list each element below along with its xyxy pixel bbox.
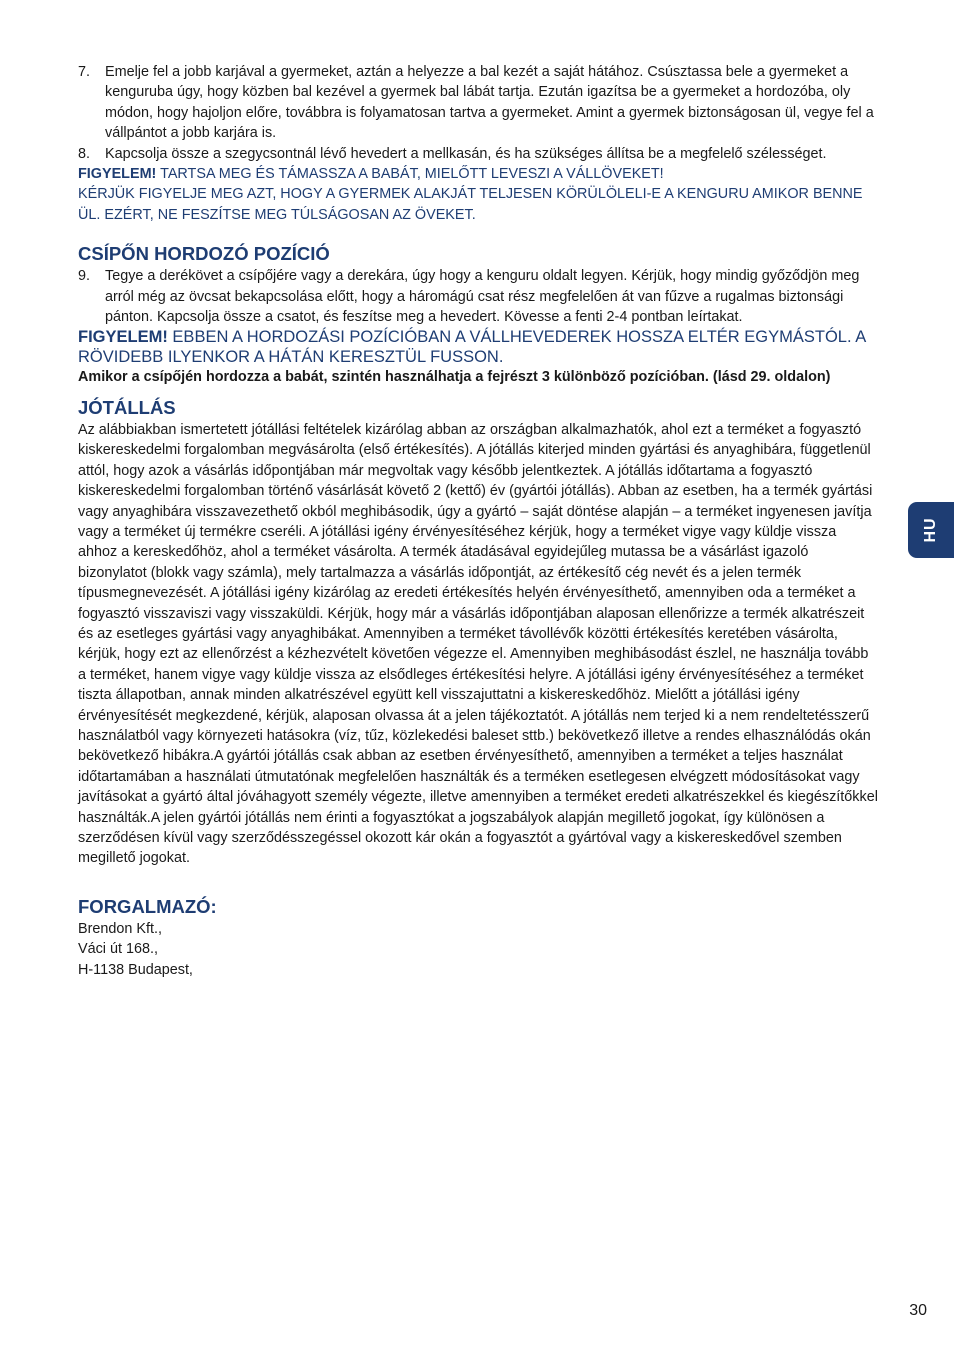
page-number: 30: [909, 1302, 927, 1319]
list-item-number: 8.: [78, 145, 91, 162]
list-item-text: Kapcsolja össze a szegycsontnál lévő hevedert a mellkasán, és ha szükséges állítsa be a megfelelő szélességet.: [105, 145, 827, 162]
language-tab-label: HU: [922, 517, 939, 543]
warning-note-secondary: KÉRJÜK FIGYELJE MEG AZT, HOGY A GYERMEK ALAKJÁT TELJESEN KÖRÜLÖLELI-E A KENGURU AMIKOR BENNE ÜL. EZÉRT, NE FESZÍTSE MEG TÚLSÁGOSAN AZ ÖVEKET.: [78, 186, 863, 223]
list-item-text: Tegye a derékövet a csípőjére vagy a derekára, úgy hogy a kenguru oldalt legyen. Kérjük, hogy mindig győződjön meg arról még az övcsat bekapcsolása előtt, hogy a háromágú csat rész megfelelően át van fűzve a rugalmas biztonsági pánton. Kapcsolja össze a csatot, és feszítse meg a hevedert. Kövesse a fenti 2-4 pontban leírtakat.: [105, 268, 860, 326]
address-line: Brendon Kft.,: [78, 920, 162, 937]
section-title-distributor: FORGALMAZÓ:: [78, 895, 217, 917]
list-item: [78, 266, 878, 327]
list-item-number: 7.: [78, 64, 91, 80]
address-line: Váci út 168.,: [78, 941, 158, 958]
distributor-address: [78, 919, 878, 980]
section-title-hip: CSÍPŐN HORDOZÓ POZÍCIÓ: [78, 243, 330, 265]
warning-text: EBBEN A HORDOZÁSI POZÍCIÓBAN A VÁLLHEVEDEREK HOSSZA ELTÉR EGYMÁSTÓL. A RÖVIDEBB ILYENKOR A HÁTÁN KERESZTÜL FUSSON.: [78, 328, 866, 367]
list-item-number: 9.: [78, 268, 91, 285]
list-item: [78, 62, 878, 144]
warning-label: FIGYELEM!: [78, 328, 168, 347]
list-item: [78, 144, 878, 164]
language-tab: [908, 502, 954, 558]
address-line: H-1138 Budapest,: [78, 961, 193, 978]
section-title-warranty: JÓTÁLLÁS: [78, 396, 176, 418]
page-content: [78, 62, 878, 980]
warning-text: TARTSA MEG ÉS TÁMASSZA A BABÁT, MIELŐTT LEVESZI A VÁLLÖVEKET!: [156, 166, 664, 183]
warning-note: [78, 164, 878, 184]
headrest-note: Amikor a csípőjén hordozza a babát, szintén használhatja a fejrészt 3 különböző pozícióban. (lásd 29. oldalon): [78, 369, 831, 386]
warning-label: FIGYELEM!: [78, 166, 157, 183]
list-item-text: Emelje fel a jobb karjával a gyermeket, aztán a helyezze a bal kezét a saját hátához. Csúsztassa bele a gyermeket a kenguruba úgy, hogy közben bal kezével a gyermek bal lábát tartja. Ezután igazítsa be a gyermeket a hordozóba, oly módon, hogy hajoljon előre, továbbra is folyamatosan tartva a gyermeket. Amint a gyermek biztonságosan ül, vegye fel a vállpántot a jobb karjára is.: [105, 64, 874, 142]
warranty-text: Az alábbiakban ismertetett jótállási feltételek kizárólag abban az országban alkalmazhatók, ahol ezt a terméket a fogyasztó kiskereskedelmi forgalomban megvásárolta (első értékesítés). A jótállás kiterjed minden gyártási és anyaghibára, függetlenül attól, hogy azok a vásárlás időpontjában már megvoltak vagy később jelentkeztek. A jótállás időtartama a fogyasztó kiskereskedelmi forgalomban történő vásárlását követő 2 (kettő) év (gyártói jótállás). Abban az esetben, ha a termék gyártási vagy anyaghibára visszavezethető okból meghibásodik, úgy a gyártó – saját döntése alapján – a terméket ingyenesen javítja vagy a terméket új termékre cseréli. A jótállási igény érvényesítéséhez kérjük, hogy a terméket vigye vagy küldje vissza ahhoz a kereskedőhöz, ahol a terméket vásárolta. A termék átadásával egyidejűleg mutassa be a vásárlást igazoló bizonylatot (blokk vagy számla), mely tartalmazza a vásárlás időpontját, az értékesítő cég nevét és a jelen termék típusmegnevezését. A jótállási igény kizárólag az eredeti értékesítés helyén érvényesíthető, amennyiben oda a terméket a fogyasztó visszaviszi vagy visszaküldi. Kérjük, hogy már a vásárlás időpontjában alaposan ellenőrizze a termék alkatrészeit és az esetleges gyártási vagy anyaghibákat. Amennyiben a terméket távollévők közötti értékesítés keretében vásárolta, kérjük, hogy ezt az ellenőrzést a kézhezvételt követően végezze el. Amennyiben meghibásodást észlel, ne használja tovább a terméket, hanem vigye vagy küldje vissza az elsődleges értékesítési helyre. A jótállási igény érvényesítéséhez a terméket tiszta állapotban, annak minden alkatrészével együtt kell visszajuttatni a kiskereskedőhöz. Mielőtt a jótállási igény érvényesítését megkezdené, kérjük, alaposan olvassa át a jelen tájékoztatót. A jótállás nem terjed ki a nem rendeltetésszerű használatból vagy környezeti hatásokra (víz, tűz, közlekedési baleset sttb.) bekövetkező illetve a rendes elhasználódás okán bekövetkező hibákra.A gyártói jótállás csak abban az esetben érvényesíthető, amennyiben a terméket a teljes használat időtartamában a használati útmutatónak megfelelően használták és a terméken esetlegesen elvégzett módosításokat vagy javításokat a gyártó által jóváhagyott személy végezte, illetve amennyiben a terméket eredeti alkatrészekkel és kiegészítőkkel használták.A jelen gyártói jótállás nem érinti a fogyasztókat a jogszabályok alapján megillető jogokat, így különösen a szerződésen kívül vagy szerződésszegéssel okozott kár okán a fogyasztót a gyártóval vagy a kiskereskedővel szemben megillető jogokat.: [78, 421, 878, 867]
warning-note-hip: [78, 327, 878, 367]
